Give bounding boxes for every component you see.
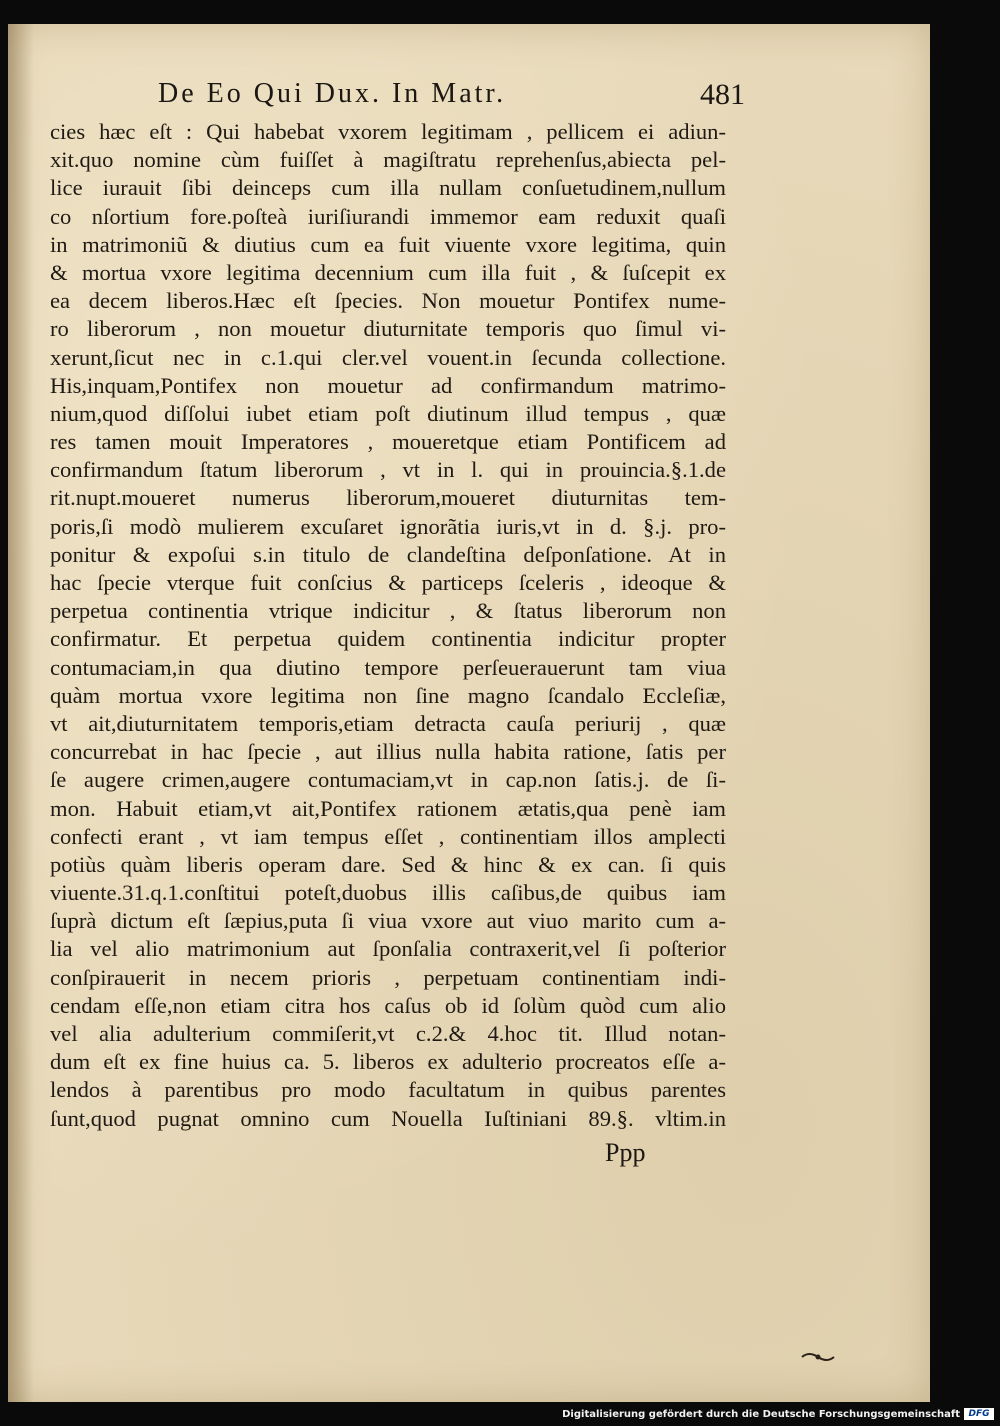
printer-ornament-icon [800, 1350, 836, 1364]
text-line: potiùs quàm liberis operam dare. Sed & hinc & ex can. ſi quis [50, 851, 726, 877]
text-line: lia vel alio matrimonium aut ſponſalia contraxerit,vel ſi poſterior [50, 936, 726, 962]
text-line: res tamen mouit Imperatores , moueretque etiam Pontificem ad [50, 429, 726, 455]
text-line: contumaciam,in qua diutino tempore perſeuerauerunt tam viua [50, 654, 726, 680]
dfg-logo: DFG [964, 1408, 994, 1420]
text-line: confirmandum ſtatum liberorum , vt in l. qui in prouincia.§.1.de [50, 457, 726, 483]
text-line: conſpirauerit in necem prioris , perpetuam continentiam indi- [50, 964, 726, 990]
text-line: hac ſpecie vterque fuit conſcius & particeps ſceleris , ideoque & [50, 570, 726, 595]
text-line: xerunt,ſicut nec in c.1.qui cler.vel vouent.in ſecunda collectione. [50, 344, 726, 370]
text-line: vt ait,diuturnitatem temporis,etiam detracta cauſa periurij , quæ [50, 710, 726, 736]
page-gutter-shadow [8, 24, 34, 1402]
digitization-credit: Digitalisierung gefördert durch die Deutsche Forschungsgemeinschaft [562, 1409, 960, 1420]
text-line: lice iurauit ſibi deinceps cum illa nullam conſuetudinem,nullum [50, 175, 726, 201]
text-line: confirmatur. Et perpetua quidem continentia indicitur propter [50, 626, 726, 652]
text-line: quàm mortua vxore legitima non ſine magno ſcandalo Eccleſiæ, [50, 682, 726, 708]
text-line: His,inquam,Pontifex non mouetur ad confirmandum matrimo- [50, 372, 726, 398]
text-line: ea decem liberos.Hæc eſt ſpecies. Non mouetur Pontifex nume- [50, 288, 726, 314]
text-line: vel alia adulterium commiſerit,vt c.2.& 4.hoc tit. Illud notan- [50, 1021, 726, 1046]
text-line: concurrebat in hac ſpecie , aut illius nulla habita ratione, ſatis per [50, 739, 726, 765]
text-line: viuente.31.q.1.conſtitui poteſt,duobus illis caſibus,de quibus iam [50, 880, 726, 906]
text-line: perpetua continentia vtrique indicitur , & ſtatus liberorum non [50, 598, 726, 624]
text-line: co nſortium fore.poſteà iuriſiurandi immemor eam reduxit quaſi [50, 203, 726, 229]
text-line: ſunt,quod pugnat omnino cum Nouella Iuſtiniani 89.§. vltim.in [50, 1105, 726, 1131]
text-line: poris,ſi modò mulierem excuſaret ignorãtia iuris,vt in d. §.j. pro- [50, 513, 726, 539]
text-line: nium,quod diſſolui iubet etiam poſt diutinum illud tempus , quæ [50, 400, 726, 426]
text-line: mon. Habuit etiam,vt ait,Pontifex rationem ætatis,qua penè iam [50, 795, 726, 821]
text-line: confecti erant , vt iam tempus eſſet , continentiam illos amplecti [50, 823, 726, 849]
running-head: De Eo Qui Dux. In Matr. [158, 78, 507, 109]
text-line: ſuprà dictum eſt ſæpius,puta ſi viua vxore aut viuo marito cum a- [50, 908, 726, 934]
text-line: dum eſt ex fine huius ca. 5. liberos ex adulterio procreatos eſſe a- [50, 1049, 726, 1075]
text-line: lendos à parentibus pro modo facultatum in quibus parentes [50, 1077, 726, 1103]
text-line: ponitur & expoſui s.in titulo de clandeſtina deſponſatione. At in [50, 541, 726, 567]
text-line: rit.nupt.moueret numerus liberorum,moueret diuturnitas tem- [50, 485, 726, 511]
text-line: ro liberorum , non mouetur diuturnitate temporis quo ſimul vi- [50, 316, 726, 342]
page-number: 481 [700, 78, 745, 111]
text-line: ſe augere crimen,augere contumaciam,vt in cap.non ſatis.j. de ſi- [50, 767, 726, 793]
catchword: Ppp [605, 1138, 646, 1167]
text-line: & mortua vxore legitima decennium cum illa fuit , & ſuſcepit ex [50, 259, 726, 285]
text-line: xit.quo nomine cùm fuiſſet à magiſtratu reprehenſus,abiecta pel- [50, 147, 726, 173]
text-line: cendam eſſe,non etiam citra hos caſus ob id ſolùm quòd cum alio [50, 992, 726, 1018]
text-line: cies hæc eſt : Qui habebat vxorem legitimam , pellicem ei adiun- [50, 119, 726, 144]
text-line: in matrimoniũ & diutius cum ea fuit viuente vxore legitima, quin [50, 231, 726, 257]
body-text [50, 118, 726, 1133]
